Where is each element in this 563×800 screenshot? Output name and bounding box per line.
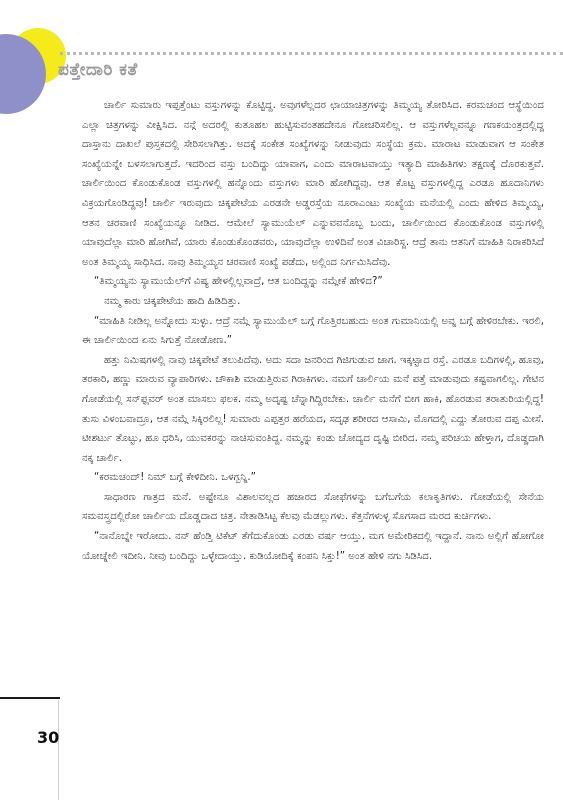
paragraph: “ನಾನೊಬ್ನೇ ಇರೋದು. ನನ್ ಹೆಂಡ್ತಿ ಟಿಕೆಟ್ ತೆಗೆದುಕೊಂಡು ಎರಡು ವರ್ಷ ಆಯ್ತು. ಮಗ ಅಮೇರಿಕದಲ್ಲಿ ಇದ್ದಾನೆ. ನಾನು ಅಲ್ಲಿಗೆ ಹೋಗೋ ಯೋಚ್ನೇಲಿ ಇದೀನಿ. ನೀವು ಬಂದಿದ್ದು ಒಳ್ಳೇದಾಯ್ತು. ಕುಡಿಯೋದಿಕ್ಕೆ ಕಂಪನಿ ಸಿಕ್ತು!” ಅಂತ ಹೇಳಿ ನಗು ಸಿಡಿಸಿದ. xyxy=(82,531,544,562)
paragraph: ಸಾಧಾರಣ ಗಾತ್ರದ ಮನೆ. ಅಷ್ಟೇನೂ ವಿಶಾಲವಲ್ಲದ ಹಜಾರದ ಸೋಫೆಗಳನ್ನು ಬಗೆಬಗೆಯ ಕಲಾಕೃತಿಗಳು. ಗೋಡೆಯಲ್ಲಿ ಸೇನೆಯ ಸಮವಸ್ತ್ರದಲ್ಲಿರೋ ಚಾರ್ಲಿಯ ದೊಡ್ಡದಾದ ಚಿತ್ರ. ನೇತಾಡಿಸಿಟ್ಟ ಕೆಲವು ಮೆಡಲ್ಲುಗಳು. ಕೆತ್ತನೆಗಳುಳ್ಳ ಸೊಗಸಾದ ಮರದ ಕುರ್ಚಿಗಳು. xyxy=(82,491,544,523)
paragraph: ನಮ್ಮ ಕಾರು ಚಿಕ್ಕಪೇಟೆಯ ಹಾದಿ ಹಿಡಿದಿತ್ತು. xyxy=(104,295,241,307)
paragraph: “ಮಾಹಿತಿ ನೀಡಿಲ್ಲ ಅನ್ನೋದು ಸುಳ್ಳು. ಆದ್ರೆ ನಮ್ಗೆ ಸ್ಯಾಮುಯೆಲ್ ಬಗ್ಗೆ ಗೊತ್ತಿರಬಹುದು ಅಂತ ಗುಮಾನಿಯಲ್ಲಿ ಅವ್ನ ಬಗ್ಗೆ ಹೇಳಿರಬೇಕು. ಇರಲಿ, ಈ ಚಾರ್ಲಿಯಿಂದ ಏನು ಸಿಗುತ್ತೆ ನೋಡೋಣ.” xyxy=(82,315,544,347)
page-number: 30 xyxy=(37,728,60,747)
paragraph: “ತಿಮ್ಮಯ್ಯನು ಸ್ಯಾಮುಯೆಲ್‌ಗೆ ವಿಷ್ಯ ಹೇಳಲ್ಲಿಲ್ಲವಾದ್ರೆ, ಆತ ಬಂದಿದ್ದನ್ನು ನಮ್ಗೇಕೆ ಹೇಳಿದ?” xyxy=(94,276,383,288)
paragraph: “ಕರಮಚಂದ್! ನಿಮ್ ಬಗ್ಗೆ ಕೇಳಿದೀನಿ. ಒಳಗ್ಬನ್ನಿ.” xyxy=(94,472,256,484)
margin-line xyxy=(58,700,59,800)
page-number-rule xyxy=(0,697,60,699)
body-text xyxy=(82,96,544,566)
paragraph: ಚಾರ್ಲಿ ಸುಮಾರು ಇಪ್ಪತ್ತೆಂಟು ವಸ್ತುಗಳನ್ನು ಕೊಟ್ಟಿದ್ದ. ಅವುಗಳೆಲ್ಲದರ ಛಾಯಾಚಿತ್ರಗಳನ್ನು ತಿಮ್ಮಯ್ಯ ತೋರಿಸಿದ. ಕರಮಚಂದ ಆಸ್ಥೆಯಿಂದ ಎಲ್ಲಾ ಚಿತ್ರಗಳನ್ನು ವೀಕ್ಷಿಸಿದ. ನನ್ಗೆ ಅದರಲ್ಲಿ ಕುತೂಹಲ ಹುಟ್ಟಿಸುವಂತಹದೇನೂ ಗೋಚರಿಸಲಿಲ್ಲ. ಆ ವಸ್ತುಗಳೆಲ್ಲವನ್ನೂ ಗಣಕಯಂತ್ರದಲ್ಲಿದ್ದ ದಾಸ್ತಾನು ದಾಖಲೆ ಪುಸ್ತಕದಲ್ಲಿ ಸೇರಿಸಲಾಗಿತ್ತು. ಅದಕ್ಕೆ ಸಂಕೇತ ಸಂಖ್ಯೆಗಳನ್ನು ನೀಡುವುದು ಸಂಸ್ಥೆಯ ಕ್ರಮ. ಮಾರಾಟ ಮಾಡುವಾಗ ಆ ಸಂಕೇತ ಸಂಖ್ಯೆಯನ್ನೇ ಬಳಸಲಾಗುತ್ತದೆ. ಇದರಿಂದ ವಸ್ತು ಬಂದಿದ್ದು ಯಾವಾಗ, ಎಂದು ಮಾರಾಟವಾಯ್ತು ಇತ್ಯಾದಿ ಮಾಹಿತಿಗಳು ತಕ್ಷಣಕ್ಕೆ ದೊರಕುತ್ತವೆ. ಚಾರ್ಲಿಯಿಂದ ಕೊಂಡುಕೊಂಡ ವಸ್ತುಗಳಲ್ಲಿ ಹನ್ನೊಂದು ವಸ್ತುಗಳು ಮಾರಿ ಹೋಗಿದ್ದವು. ಆತ ಕೊಟ್ಟ ವಸ್ತುಗಳಲ್ಲಿದ್ದ ಎರಡೂ ಹೂದಾನಿಗಳು ವಿಕ್ರಯಗೊಂಡಿದ್ದವು! ಚಾರ್ಲಿ ಇರುವುದು ಚಿಕ್ಕಪೇಟೆಯ ಎರಡನೇ ಅಡ್ಡರಸ್ತೆಯ ನೂರಾಎಂಟು ಸಂಖ್ಯೆಯ ಮನೆಯಲ್ಲಿ ಎಂದು ಹೇಳಿದ ತಿಮ್ಮಯ್ಯ, ಆತನ ಚರವಾಣಿ ಸಂಖ್ಯೆಯನ್ನೂ ನೀಡಿದ. ಆಮೇಲೆ ಸ್ಯಾಮುಯೆಲ್ ಎನ್ನುವವನೊಬ್ಬ ಬಂದು, ಚಾರ್ಲಿಯಿಂದ ಕೊಂಡುಕೊಂಡ ವಸ್ತುಗಳಲ್ಲಿ ಯಾವುದೆಲ್ಲಾ ಮಾರಿ ಹೋಗಿವೆ, ಯಾರು ಕೊಂಡುಕೊಂಡವರು, ಯಾವುದೆಲ್ಲಾ ಉಳಿದಿವೆ ಅಂತ ವಿಚಾರಿಸ್ದ. ಆದ್ರೆ ತಾನು ಆತನಿಗೆ ಮಾಹಿತಿ ನಿರಾಕರಿಸಿದೆ ಅಂತ ತಿಮ್ಮಯ್ಯ ಸಾಧಿಸಿದ. ನಾವು ತಿಮ್ಮಯ್ಯನ ಚರವಾಣಿ ಸಂಖ್ಯೆ ಪಡೆದು, ಅಲ್ಲಿಂದ ನಿರ್ಗಮಿಸಿದೆವು. xyxy=(82,100,544,268)
running-header-title: ಪತ್ತೇದಾರಿ ಕತೆ xyxy=(58,60,138,80)
header-dotted-rule xyxy=(60,52,563,55)
paragraph: ಹತ್ತು ನಿಮಿಷಗಳಲ್ಲಿ ನಾವು ಚಿಕ್ಕಪೇಟೆ ತಲುಪಿದೆವು. ಅದು ಸದಾ ಜನರಿಂದ ಗಿಜಿಗುಡುವ ಜಾಗ. ಇಕ್ಕಟ್ಟಾದ ರಸ್ತೆ. ಎರಡೂ ಬದಿಗಳಲ್ಲಿ, ಹೂವು, ತರಕಾರಿ, ಹಣ್ಣು ಮಾರುವ ವ್ಯಾಪಾರಿಗಳು. ಚೌಕಾಶಿ ಮಾಡುತ್ತಿರುವ ಗಿರಾಕಿಗಳು. ನಮಗೆ ಚಾರ್ಲಿಯ ಮನೆ ಪತ್ತೆ ಮಾಡುವುದು ಕಷ್ಟವಾಗಲಿಲ್ಲ. ಗೇಟಿನ ಗೋಡೆಯಲ್ಲಿ ಸನ್‌ಫ್ಲವರ್ ಅಂತ ಮಾಸಲು ಫಲಕ. ನಮ್ಮ ಅದೃಷ್ಟ ಚೆನ್ನಾಗಿದ್ದಿರಬೇಕು. ಚಾರ್ಲಿ ಮನೆಗೆ ಬೀಗ ಹಾಕಿ, ಹೊರಡುವ ತರಾತುರಿಯಲ್ಲಿದ್ದ! ತುಸು ವಿಳಂಬವಾದ್ರೂ, ಆತ ನಮ್ಗೆ ಸಿಕ್ಕಿರಲಿಲ್ಲ! ಸುಮಾರು ಎಪ್ಪತ್ತರ ಹರೆಯದ, ಸದೃಢ ಶರೀರದ ಆಸಾಮಿ, ಮೊಗದಲ್ಲಿ ಎದ್ದು ತೋರುವ ದಪ್ಪ ಮೀಸೆ. ಟೀಶರ್ಟು ತೊಟ್ಟು, ಹೂ ಧರಿಸಿ, ಯುವಕರನ್ನು ನಾಚಿಸುವಂತಿದ್ದ. ನಮ್ಮನ್ನು ಕಂಡು ಚೋದ್ಯದ ದೃಷ್ಟಿ ಬೀರಿದ. ನಮ್ಮ ಪರಿಚಯ ಹೇಳ್ತಾಗ, ದೊಡ್ಡದಾಗಿ ನಕ್ಕ ಚಾರ್ಲಿ. xyxy=(82,354,544,464)
